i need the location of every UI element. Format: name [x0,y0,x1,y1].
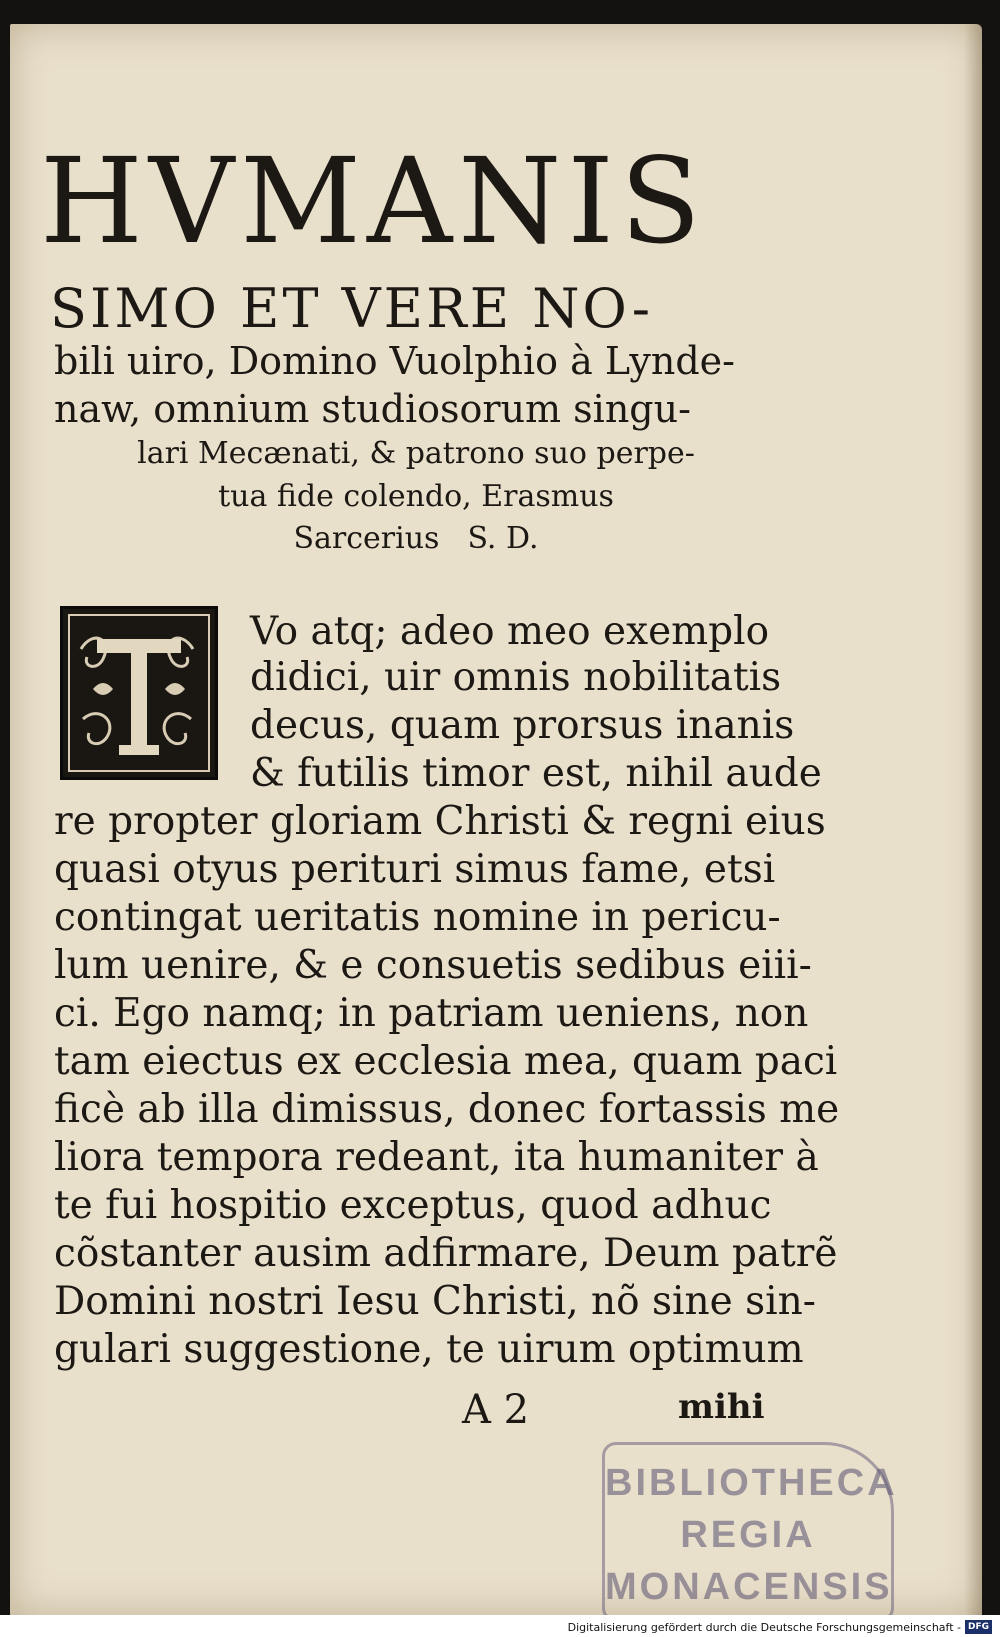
initial-ornament-svg [63,609,215,777]
text-line: tam eiectus ex ecclesia mea, quam paci [54,1039,838,1084]
stamp-line-2: REGIA [680,1514,816,1556]
text-line: decus, quam prorsus inanis [250,703,795,748]
stamp-line-3: MONACENSIS [605,1566,893,1608]
text-line: re propter gloriam Christi & regni eius [54,799,826,844]
title-line-3: bili uiro, Domino Vuolphio à Lynde- [54,339,735,383]
footer-text: Digitalisierung gefördert durch die Deutsche Forschungsgemeinschaft - [567,1620,961,1634]
page-edge-shadow [964,24,982,1615]
text-line: & futilis timor est, nihil aude [250,751,822,796]
text-line: didici, uir omnis nobilitatis [250,655,782,700]
stamp-line-1: BIBLIOTHECA [605,1462,898,1504]
text-line: Domini nostri Iesu Christi, nõ sine sin- [54,1279,816,1324]
title-line-6: tua fide colendo, Erasmus [218,479,614,514]
text-line: liora tempora redeant, ita humaniter à [54,1135,819,1180]
footer-credit [568,1619,992,1635]
book-page [10,24,982,1615]
text-line: contingat ueritatis nomine in pericu- [54,895,781,940]
text-line: quasi otyus perituri simus fame, etsi [54,847,776,892]
ornamental-initial-T-icon [60,606,218,780]
text-line: lum uenire, & e consuetis sedibus eiii- [54,943,812,988]
title-line-1: HVMANIS [40,132,707,270]
text-line: ci. Ego namq; in patriam ueniens, non [54,991,809,1036]
text-line: Vo atq; adeo meo exemplo [250,609,770,654]
text-line: gulari suggestione, te uirum optimum [54,1327,804,1372]
text-line: cõstanter ausim adfirmare, Deum patrẽ [54,1231,838,1276]
library-stamp [602,1442,898,1615]
text-line: te fui hospitio exceptus, quod adhuc [54,1183,772,1228]
salutation: S. D. [467,521,539,556]
title-line-2: SIMO ET VERE NO- [50,277,654,340]
title-line-7 [46,521,786,556]
text-line: ficè ab illa dimissus, donec fortassis me [54,1087,840,1132]
title-line-5: lari Mecænati, & patrono suo perpe- [137,436,695,471]
author-surname: Sarcerius [293,521,440,556]
catchword: mihi [678,1387,765,1427]
title-line-4: naw, omnium studiosorum singu- [54,387,691,431]
dfg-logo-icon: DFG [965,1620,992,1634]
signature-mark: A 2 [462,1387,530,1433]
